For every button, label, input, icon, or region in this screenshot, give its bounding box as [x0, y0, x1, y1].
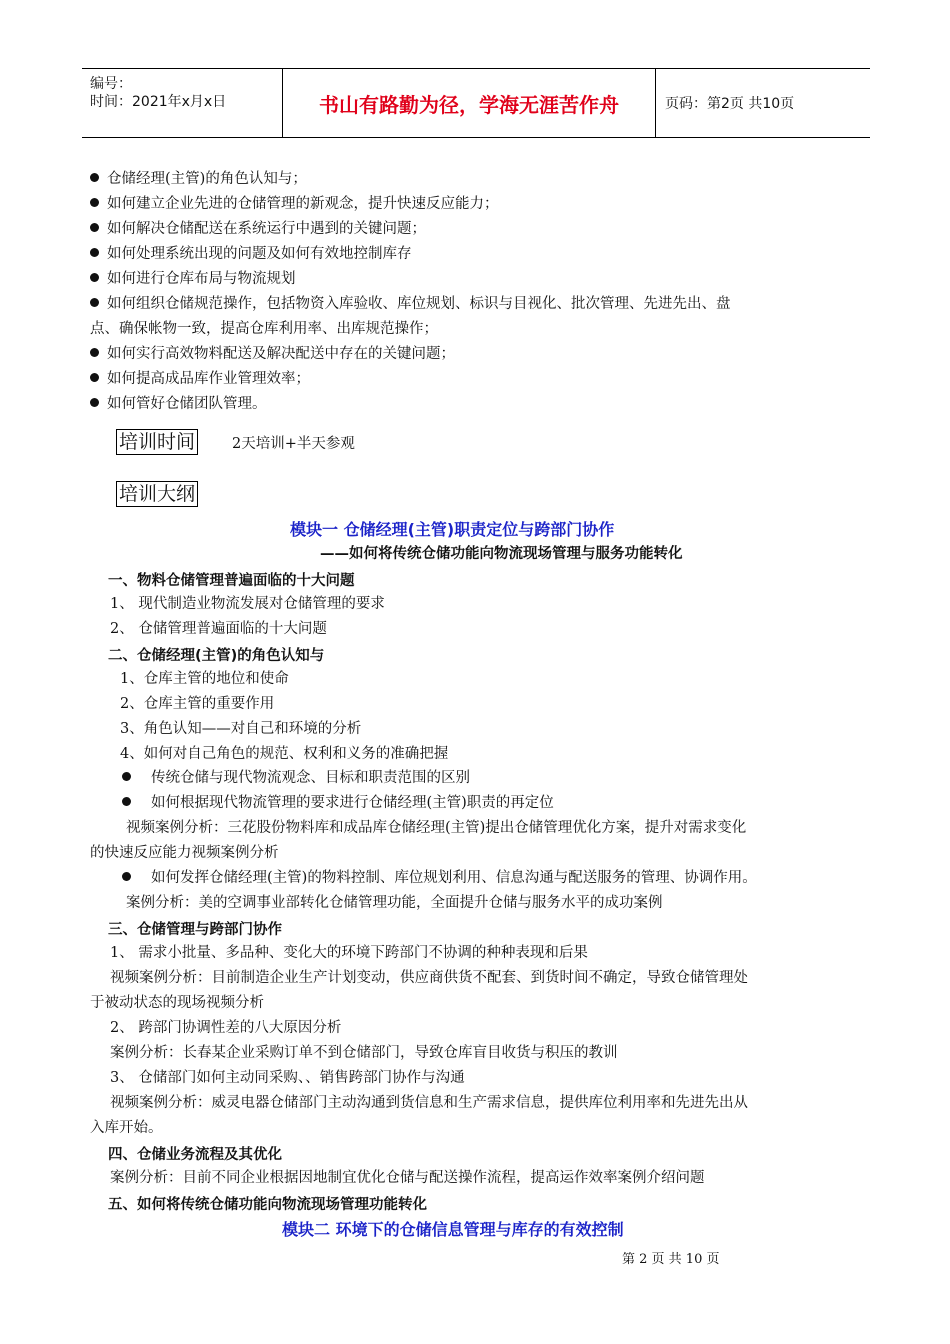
- outline-line: 案例分析：目前不同企业根据因地制宜优化仓储与配送操作流程，提高运作效率案例介绍问题: [110, 1170, 705, 1186]
- outline-label: 培训大纲: [116, 481, 198, 507]
- module2-title: 模块二 环境下的仓储信息管理与库存的有效控制: [282, 1220, 624, 1239]
- section-heading: 二、仓储经理(主管)的角色认知与: [108, 648, 325, 664]
- page-info: 页码：第2页 共10页: [665, 96, 795, 112]
- number-label: 编号：: [90, 76, 132, 92]
- training-time-label: 培训时间: [116, 429, 198, 455]
- module1-title: 模块一 仓储经理(主管)职责定位与跨部门协作: [290, 520, 615, 539]
- module1-subtitle: ——如何将传统仓储功能向物流现场管理与服务功能转化: [320, 546, 683, 562]
- section-heading: 五、如何将传统仓储功能向物流现场管理功能转化: [108, 1197, 427, 1213]
- objective-item: 如何进行仓库布局与物流规划: [90, 269, 296, 289]
- bullet-icon: [122, 797, 131, 806]
- bullet-icon: [122, 872, 131, 881]
- outline-line: 于被动状态的现场视频分析: [90, 995, 264, 1011]
- objective-item: 如何提高成品库作业管理效率；: [90, 369, 310, 389]
- motto: 书山有路勤为径，学海无涯苦作舟: [282, 69, 656, 137]
- bullet-icon: [90, 248, 99, 257]
- bullet-icon: [90, 198, 99, 207]
- outline-bullet-line: 如何根据现代物流管理的要求进行仓储经理(主管)职责的再定位: [122, 793, 554, 813]
- objective-item: 如何解决仓储配送在系统运行中遇到的关键问题；: [90, 219, 426, 239]
- section-heading: 三、仓储管理与跨部门协作: [108, 922, 282, 938]
- bullet-icon: [90, 348, 99, 357]
- outline-line: 视频案例分析：威灵电器仓储部门主动沟通到货信息和生产需求信息，提供库位利用率和先进先出从: [110, 1095, 748, 1111]
- bullet-icon: [90, 273, 99, 282]
- outline-line: 案例分析：美的空调事业部转化仓储管理功能，全面提升仓储与服务水平的成功案例: [126, 895, 663, 911]
- outline-line: 3、角色认知——对自己和环境的分析: [120, 721, 362, 737]
- outline-line: 1、仓库主管的地位和使命: [120, 671, 289, 687]
- objective-item: 如何组织仓储规范操作，包括物资入库验收、库位规划、标识与目视化、批次管理、先进先出、盘: [90, 294, 731, 314]
- outline-line: 视频案例分析：目前制造企业生产计划变动，供应商供货不配套、到货时间不确定，导致仓储管理处: [110, 970, 748, 986]
- outline-bullet-line: 如何发挥仓储经理(主管)的物料控制、库位规划利用、信息沟通与配送服务的管理、协调作用。: [122, 868, 757, 888]
- outline-line: 3、 仓储部门如何主动同采购、、销售跨部门协作与沟通: [110, 1070, 465, 1086]
- objective-item: 如何处理系统出现的问题及如何有效地控制库存: [90, 244, 412, 264]
- outline-line: 4、如何对自己角色的规范、权利和义务的准确把握: [120, 746, 449, 762]
- objective-item: 如何实行高效物料配送及解决配送中存在的关键问题；: [90, 344, 455, 364]
- outline-line: 1、 需求小批量、多品种、变化大的环境下跨部门不协调的种种表现和后果: [110, 945, 588, 961]
- outline-line: 的快速反应能力视频案例分析: [90, 845, 279, 861]
- training-time-value: 2天培训+半天参观: [232, 436, 355, 452]
- header-meta: [82, 69, 282, 137]
- section-heading: 四、仓储业务流程及其优化: [108, 1147, 282, 1163]
- outline-line: 2、 跨部门协调性差的八大原因分析: [110, 1020, 342, 1036]
- outline-bullet-line: 传统仓储与现代物流观念、目标和职责范围的区别: [122, 768, 470, 788]
- section-heading: 一、物料仓储管理普遍面临的十大问题: [108, 573, 355, 589]
- bullet-icon: [90, 298, 99, 307]
- bullet-icon: [90, 223, 99, 232]
- page-footer: 第 2 页 共 10 页: [622, 1252, 720, 1267]
- outline-line: 案例分析：长春某企业采购订单不到仓储部门，导致仓库盲目收货与积压的教训: [110, 1045, 618, 1061]
- objective-item: 仓储经理(主管)的角色认知与；: [90, 169, 307, 189]
- bullet-icon: [90, 398, 99, 407]
- outline-line: 2、仓库主管的重要作用: [120, 696, 275, 712]
- bullet-icon: [90, 173, 99, 182]
- objective-item-continued: 点、确保帐物一致，提高仓库利用率、出库规范操作；: [90, 321, 438, 337]
- objective-item: 如何管好仓储团队管理。: [90, 394, 267, 414]
- outline-line: 2、 仓储管理普遍面临的十大问题: [110, 621, 327, 637]
- outline-line: 视频案例分析：三花股份物料库和成品库仓储经理(主管)提出仓储管理优化方案，提升对需求变化: [126, 820, 747, 836]
- outline-line: 1、 现代制造业物流发展对仓储管理的要求: [110, 596, 385, 612]
- bullet-icon: [122, 772, 131, 781]
- bullet-icon: [90, 373, 99, 382]
- objective-item: 如何建立企业先进的仓储管理的新观念，提升快速反应能力；: [90, 194, 499, 214]
- page-header: [82, 68, 870, 138]
- outline-line: 入库开始。: [90, 1120, 163, 1136]
- date-line: 时间：2021年x月x日: [90, 94, 227, 110]
